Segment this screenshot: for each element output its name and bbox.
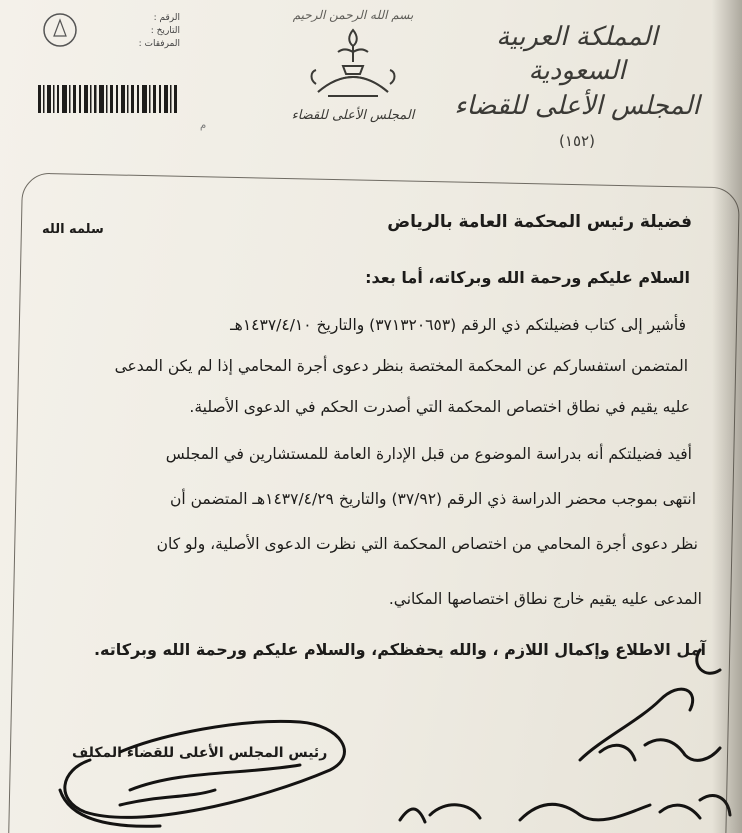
emblem-caption: المجلس الأعلى للقضاء xyxy=(291,108,415,123)
signatory-title: رئيس المجلس الأعلى للقضاء المكلف xyxy=(72,745,328,761)
paragraph2-line3: نظر دعوى أجرة المحامي من اختصاص المحكمة التي نظرت الدعوى الأصلية، ولو كان xyxy=(156,535,698,553)
page-edge-shadow xyxy=(712,0,742,833)
paragraph2-line4: المدعى عليه يقيم خارج نطاق اختصاصها المكاني. xyxy=(388,590,702,608)
paragraph1-line1: فأشير إلى كتاب فضيلتكم ذي الرقم (٣٧١٣٢٠٦٥٣) والتاريخ ١٤٣٧/٤/١٠هـ xyxy=(230,316,686,334)
ref-attachments-label: المرفقات : xyxy=(138,39,180,49)
paragraph2-line1: أفيد فضيلتكم أنه بدراسة الموضوع من قبل الإدارة العامة للمستشارين في المجلس xyxy=(165,445,692,463)
addressee: فضيلة رئيس المحكمة العامة بالرياض xyxy=(387,212,692,232)
paragraph1-line2: المتضمن استفساركم عن المحكمة المختصة بنظر دعوى أجرة المحامي إذا لم يكن المدعى xyxy=(114,357,688,375)
paragraph2-line2: انتهى بموجب محضر الدراسة ذي الرقم (٣٧/٩٢) والتاريخ ١٤٣٧/٤/٢٩هـ المتضمن أن xyxy=(170,490,696,508)
basmala: بسم الله الرحمن الرحيم xyxy=(292,8,414,22)
corner-mark: م xyxy=(200,120,207,131)
ref-date-label: التاريخ : xyxy=(150,26,180,36)
greeting: السلام عليكم ورحمة الله وبركاته، أما بعد: xyxy=(365,268,690,287)
closing: آمل الاطلاع وإكمال اللازم ، والله يحفظكم، والسلام عليكم ورحمة الله وبركاته. xyxy=(93,640,706,659)
council-name: المجلس الأعلى للقضاء xyxy=(454,91,700,121)
form-number: (١٥٢) xyxy=(559,132,595,150)
addressee-salutation: سلمه الله xyxy=(42,222,104,237)
kingdom-name: المملكة العربية السعودية xyxy=(496,22,658,86)
paragraph1-line3: عليه يقيم في نطاق اختصاص المحكمة التي أصدرت الحكم في الدعوى الأصلية. xyxy=(189,398,690,416)
ref-number-label: الرقم : xyxy=(153,13,180,23)
